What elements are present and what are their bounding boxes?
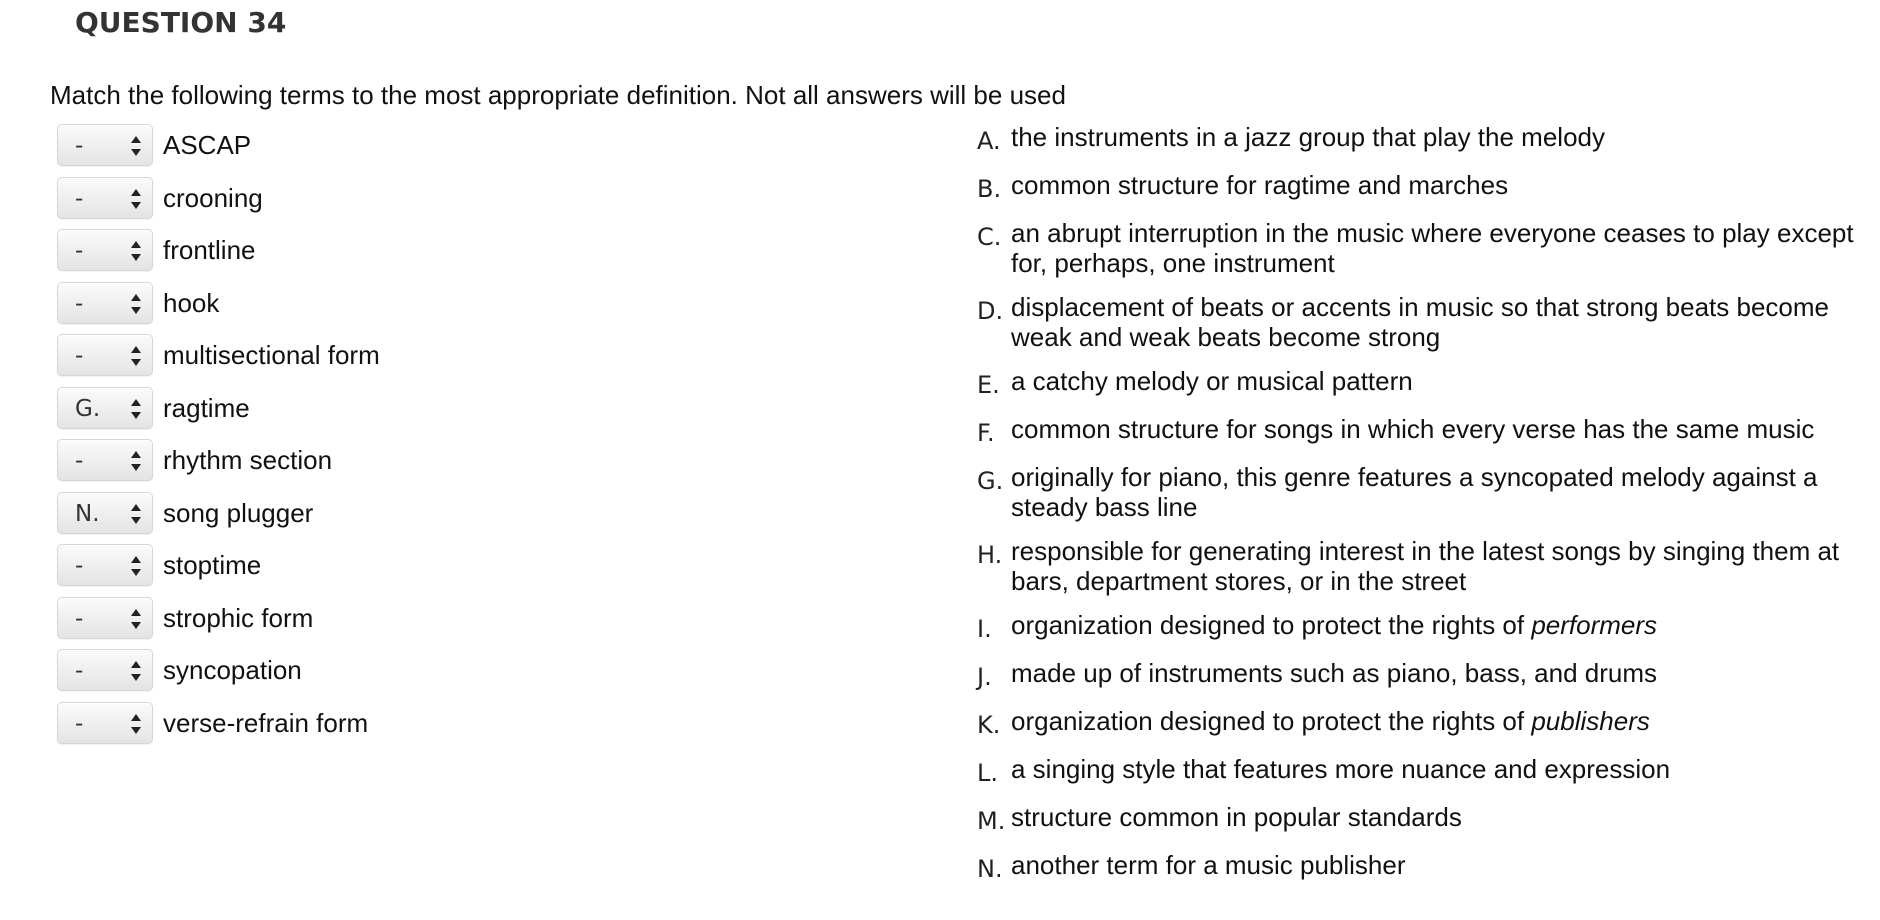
select-updown-icon <box>130 240 142 262</box>
definition-letter: B. <box>977 175 1002 203</box>
answer-select-value: - <box>75 343 84 369</box>
select-updown-icon <box>130 503 142 525</box>
select-updown-icon <box>130 293 142 315</box>
term-label: frontline <box>163 235 256 265</box>
definition-text-plain: a singing style that features more nuance and expression <box>1011 754 1671 784</box>
term-label: multisectional form <box>163 340 380 370</box>
definition-item <box>977 170 1877 204</box>
definition-text-plain: responsible for generating interest in the latest songs by singing them at bars, department stores, or in the street <box>1011 536 1840 596</box>
definitions-list <box>977 122 1877 898</box>
select-updown-icon <box>130 188 142 210</box>
definition-item <box>977 218 1877 278</box>
select-updown-icon <box>130 555 142 577</box>
question-instructions: Match the following terms to the most appropriate definition. Not all answers will be used <box>50 80 1066 110</box>
definition-letter: A. <box>977 127 1001 155</box>
definition-text-emphasis: publishers <box>1531 706 1650 736</box>
answer-select[interactable] <box>57 282 153 324</box>
select-updown-icon <box>130 135 142 157</box>
definition-text-plain: a catchy melody or musical pattern <box>1011 366 1413 396</box>
definition-letter: E. <box>977 371 1000 399</box>
definition-item <box>977 462 1877 522</box>
definition-text-plain: structure common in popular standards <box>1011 802 1462 832</box>
select-updown-icon <box>130 660 142 682</box>
answer-select[interactable] <box>57 229 153 271</box>
definition-item <box>977 414 1877 448</box>
answer-select-value: G. <box>75 395 101 422</box>
definition-item <box>977 850 1877 884</box>
select-updown-icon <box>130 398 142 420</box>
term-label: stoptime <box>163 550 262 580</box>
definition-text <box>1011 462 1877 522</box>
definition-text <box>1011 122 1877 156</box>
answer-select-value: - <box>75 185 84 212</box>
answer-select-value: - <box>75 133 84 159</box>
definition-text <box>1011 610 1877 644</box>
definition-item <box>977 658 1877 692</box>
definition-text <box>1011 292 1877 352</box>
definition-letter: J. <box>977 663 992 691</box>
definition-letter: M. <box>977 807 1006 835</box>
answer-select[interactable] <box>57 492 153 534</box>
term-label: strophic form <box>163 602 314 633</box>
definition-text-plain: common structure for ragtime and marches <box>1011 170 1509 200</box>
answer-select-value: - <box>75 238 84 264</box>
definition-letter: C. <box>977 223 1002 251</box>
definition-letter: L. <box>977 759 998 787</box>
term-row <box>57 334 380 387</box>
select-updown-icon <box>130 713 142 735</box>
answer-select[interactable] <box>57 387 153 429</box>
definition-item <box>977 754 1877 788</box>
terms-list <box>57 124 380 754</box>
definition-text-plain: organization designed to protect the rights of <box>1011 706 1532 736</box>
question-title: QUESTION 34 <box>75 6 287 39</box>
term-label: song plugger <box>163 497 314 528</box>
answer-select[interactable] <box>57 334 153 376</box>
definition-letter: N. <box>977 855 1003 883</box>
definition-text <box>1011 706 1877 740</box>
definition-item <box>977 292 1877 352</box>
definition-letter: G. <box>977 467 1004 495</box>
answer-select[interactable] <box>57 702 153 744</box>
definition-item <box>977 706 1877 740</box>
term-row <box>57 282 380 335</box>
definition-item <box>977 610 1877 644</box>
select-updown-icon <box>130 608 142 630</box>
definition-text-plain: organization designed to protect the rights of <box>1011 610 1532 640</box>
answer-select[interactable] <box>57 649 153 691</box>
select-updown-icon <box>130 345 142 367</box>
definition-text <box>1011 802 1877 836</box>
definition-text-plain: an abrupt interruption in the music where everyone ceases to play except for, perhaps, one instrument <box>1011 218 1854 278</box>
term-row <box>57 597 380 650</box>
definition-text-emphasis: performers <box>1531 610 1658 640</box>
answer-select[interactable] <box>57 597 153 639</box>
definition-letter: I. <box>977 615 992 643</box>
term-row <box>57 177 380 230</box>
definition-text-plain: another term for a music publisher <box>1011 850 1406 880</box>
term-row <box>57 439 380 492</box>
definition-text <box>1011 414 1877 448</box>
term-label: ragtime <box>163 392 250 423</box>
answer-select[interactable] <box>57 177 153 219</box>
term-row <box>57 649 380 702</box>
definition-text <box>1011 366 1877 400</box>
definition-text <box>1011 218 1877 278</box>
definition-letter: D. <box>977 297 1004 325</box>
term-label: ASCAP <box>163 130 252 160</box>
answer-select[interactable] <box>57 544 153 586</box>
definition-text <box>1011 850 1877 884</box>
select-updown-icon <box>130 450 142 472</box>
definition-text-plain: displacement of beats or accents in music so that strong beats become weak and weak beats become strong <box>1011 292 1829 352</box>
answer-select-value: - <box>75 605 84 632</box>
answer-select-value: - <box>75 448 84 474</box>
definition-item <box>977 802 1877 836</box>
term-label: verse-refrain form <box>163 707 369 738</box>
term-row <box>57 229 380 282</box>
definition-text <box>1011 536 1877 596</box>
answer-select-value: - <box>75 290 84 317</box>
term-label: crooning <box>163 182 263 213</box>
answer-select-value: - <box>75 710 84 737</box>
definition-text <box>1011 170 1877 204</box>
definition-letter: H. <box>977 541 1003 569</box>
definition-text-plain: made up of instruments such as piano, bass, and drums <box>1011 658 1658 688</box>
term-label: syncopation <box>163 655 302 685</box>
definition-text-plain: the instruments in a jazz group that play the melody <box>1011 122 1605 152</box>
term-row <box>57 387 380 440</box>
definition-text <box>1011 754 1877 788</box>
term-label: hook <box>163 287 220 318</box>
answer-select-value: - <box>75 553 84 579</box>
answer-select-value: - <box>75 658 84 684</box>
term-label: rhythm section <box>163 445 333 475</box>
definition-text-plain: originally for piano, this genre features a syncopated melody against a steady bass line <box>1011 462 1818 522</box>
answer-select-value: N. <box>75 500 100 527</box>
term-row <box>57 544 380 597</box>
term-row <box>57 492 380 545</box>
definition-item <box>977 536 1877 596</box>
definition-item <box>977 366 1877 400</box>
definition-letter: K. <box>977 711 1001 739</box>
term-row <box>57 702 380 755</box>
answer-select[interactable] <box>57 439 153 481</box>
answer-select[interactable] <box>57 124 153 166</box>
definition-item <box>977 122 1877 156</box>
definition-letter: F. <box>977 419 995 447</box>
term-row <box>57 124 380 177</box>
definition-text-plain: common structure for songs in which every verse has the same music <box>1011 414 1815 444</box>
definition-text <box>1011 658 1877 692</box>
